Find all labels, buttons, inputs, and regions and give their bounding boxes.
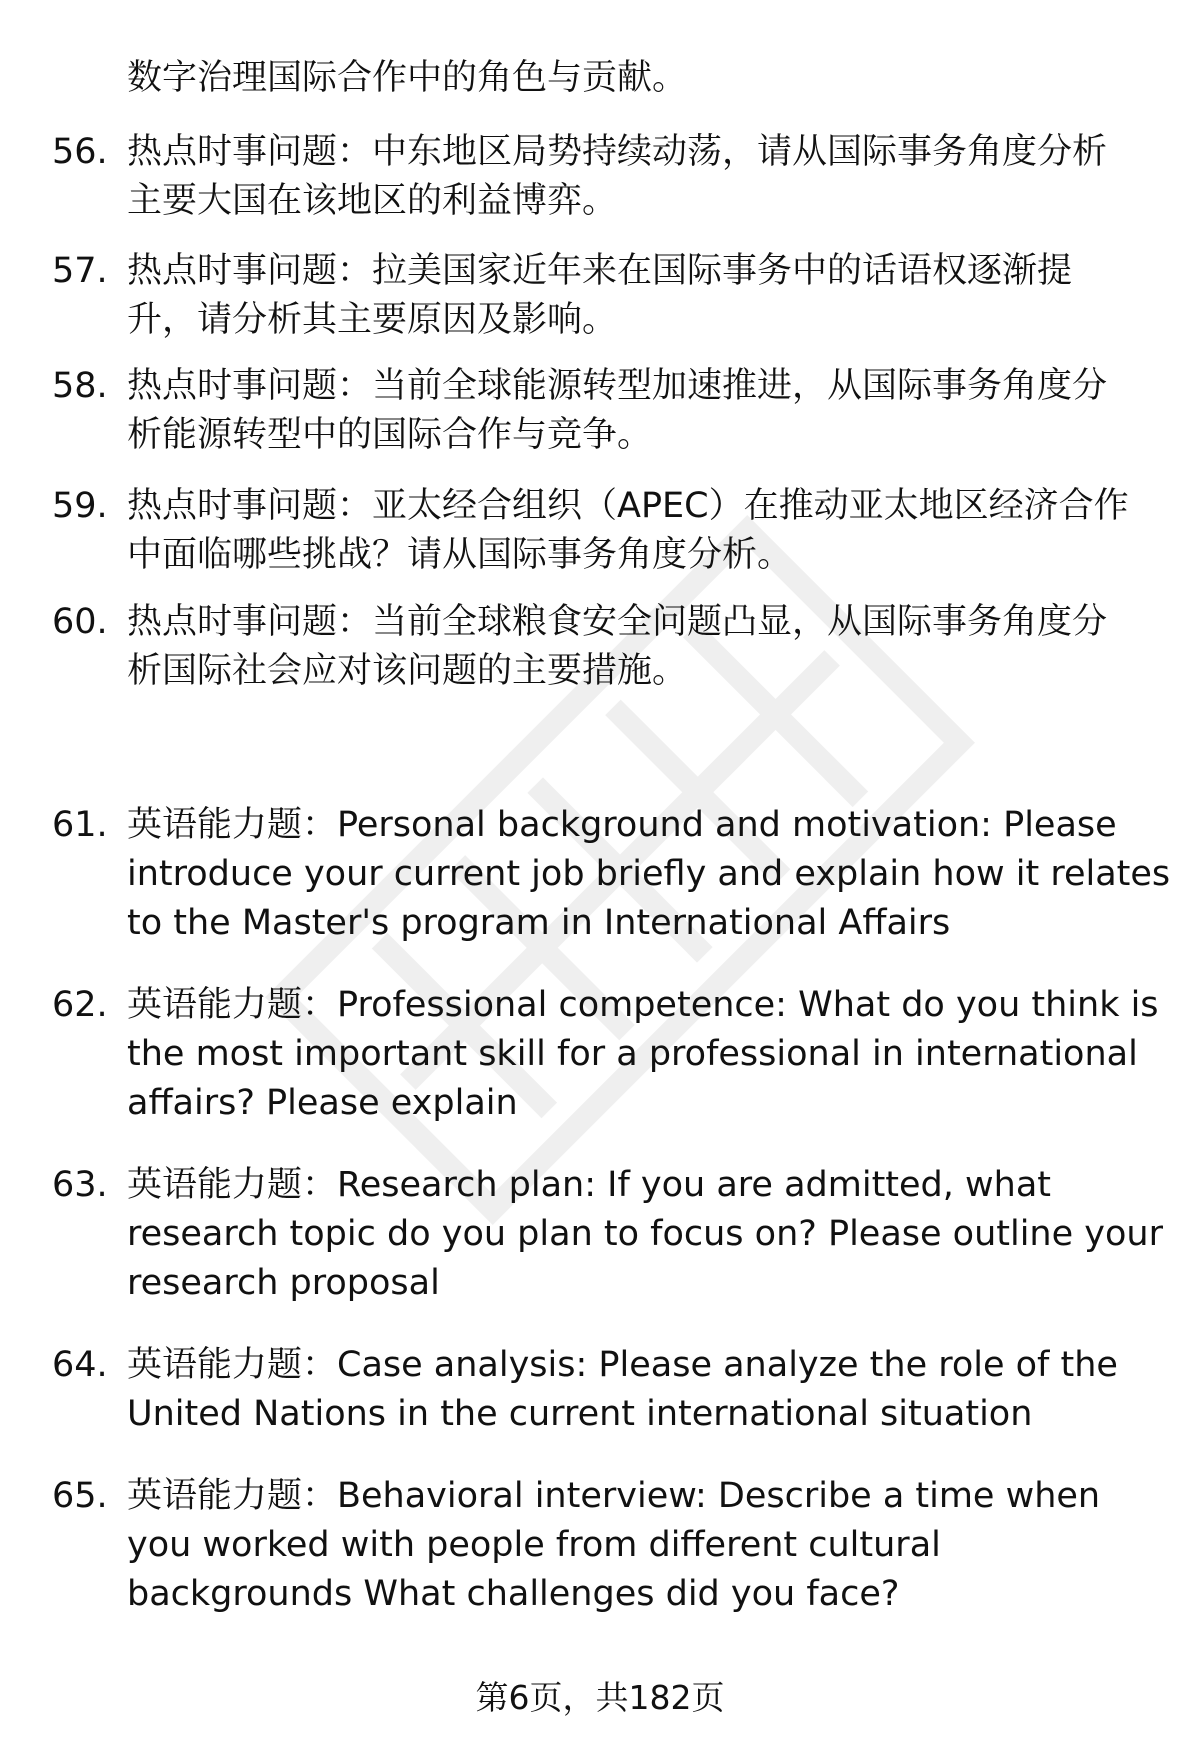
question-line: 析国际社会应对该问题的主要措施。 <box>127 651 688 691</box>
question-line: 热点时事问题：当前全球粮食安全问题凸显，从国际事务角度分 <box>127 602 1108 642</box>
question-text <box>127 801 1171 948</box>
question-number: 63. <box>52 1165 108 1205</box>
question-line: 中面临哪些挑战？请从国际事务角度分析。 <box>127 535 793 575</box>
question-line: 热点时事问题：拉美国家近年来在国际事务中的话语权逐渐提 <box>127 251 1073 291</box>
continuation-line: 数字治理国际合作中的角色与贡献。 <box>127 58 688 98</box>
question-line: 英语能力题：Research plan: If you are admitted, what <box>127 1165 1051 1205</box>
question-text <box>127 247 1167 345</box>
question-line: research topic do you plan to focus on? Please outline your <box>127 1214 1163 1254</box>
question-line: research proposal <box>127 1263 440 1303</box>
question-number: 57. <box>52 251 108 291</box>
question-line: to the Master's program in International Affairs <box>127 903 951 943</box>
question-text <box>127 1472 1167 1619</box>
question-line: 英语能力题：Personal background and motivation: Please <box>127 805 1117 845</box>
question-text <box>127 362 1167 460</box>
question-number: 62. <box>52 985 108 1025</box>
question-text <box>127 1161 1167 1308</box>
question-line: 析能源转型中的国际合作与竞争。 <box>127 415 653 455</box>
question-text <box>127 981 1167 1128</box>
question-line: the most important skill for a professional in international <box>127 1034 1138 1074</box>
question-line: 英语能力题：Behavioral interview: Describe a time when <box>127 1476 1101 1516</box>
question-line: United Nations in the current international situation <box>127 1394 1033 1434</box>
question-text <box>127 128 1167 226</box>
question-line: 热点时事问题：亚太经合组织（APEC）在推动亚太地区经济合作 <box>127 486 1129 526</box>
question-number: 65. <box>52 1476 108 1516</box>
question-number: 59. <box>52 486 108 526</box>
question-line: 主要大国在该地区的利益博弈。 <box>127 181 618 221</box>
question-line: 热点时事问题：中东地区局势持续动荡，请从国际事务角度分析 <box>127 132 1108 172</box>
question-line: you worked with people from different cultural <box>127 1525 941 1565</box>
question-line: 英语能力题：Case analysis: Please analyze the role of the <box>127 1345 1118 1385</box>
question-line: backgrounds What challenges did you face? <box>127 1574 900 1614</box>
question-line: affairs? Please explain <box>127 1083 518 1123</box>
question-number: 61. <box>52 805 108 845</box>
page-number-footer: 第6页，共182页 <box>475 1678 725 1717</box>
question-text <box>127 1341 1167 1439</box>
question-text <box>127 598 1167 696</box>
question-number: 64. <box>52 1345 108 1385</box>
question-text <box>127 482 1167 580</box>
question-line: 升，请分析其主要原因及影响。 <box>127 300 618 340</box>
question-line: 英语能力题：Professional competence: What do you think is <box>127 985 1159 1025</box>
question-number: 60. <box>52 602 108 642</box>
question-line: introduce your current job briefly and explain how it relates <box>127 854 1171 894</box>
question-number: 58. <box>52 366 108 406</box>
question-line: 热点时事问题：当前全球能源转型加速推进，从国际事务角度分 <box>127 366 1108 406</box>
question-number: 56. <box>52 132 108 172</box>
